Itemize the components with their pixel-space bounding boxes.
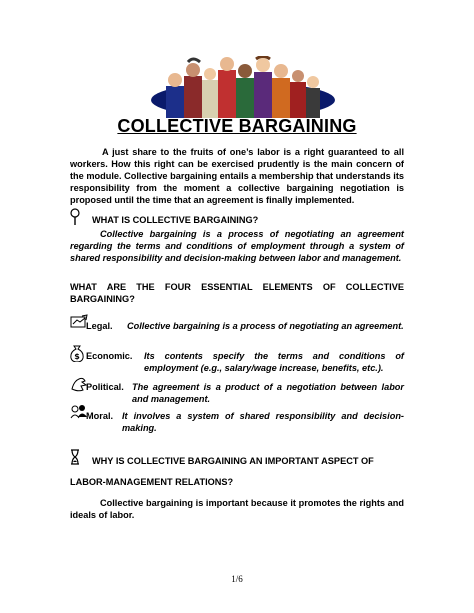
group-people-clipart xyxy=(148,56,338,120)
hourglass-icon xyxy=(70,449,80,465)
pushpin-icon xyxy=(70,208,80,226)
question-four-elements: WHAT ARE THE FOUR ESSENTIAL ELEMENTS OF COLLECTIVE BARGAINING? xyxy=(70,282,404,304)
intro-paragraph: A just share to the fruits of one’s labor is a right guaranteed to all workers. How this right can be exercised prudently is the main concern of the module. Collective bargaining entails a membership that understands its responsibility from the moment a collective bargaining negotiation is proposed until the time that an agreement is finally implemented. xyxy=(70,147,404,205)
element-moral-name: Moral. xyxy=(86,411,114,421)
element-political-desc: The agreement is a product of a negotiation between labor and management. xyxy=(132,382,404,404)
money-bag-icon xyxy=(70,344,84,362)
question-what-is: WHAT IS COLLECTIVE BARGAINING? xyxy=(92,215,259,225)
svg-text:$: $ xyxy=(74,352,80,361)
question-why-important: WHY IS COLLECTIVE BARGAINING AN IMPORTANT ASPECT OF xyxy=(92,456,374,466)
answer-why-important: Collective bargaining is important because it promotes the rights and ideals of labor. xyxy=(70,498,404,520)
page-number: 1/6 xyxy=(231,574,243,584)
question-why-important-cont: LABOR-MANAGEMENT RELATIONS? xyxy=(70,477,234,487)
element-economic-desc: Its contents specify the terms and conditions of employment (e.g., salary/wage increase, benefits, etc.). xyxy=(144,351,404,373)
element-moral-desc: It involves a system of shared responsibility and decision-making. xyxy=(122,411,404,433)
document-title: COLLECTIVE BARGAINING xyxy=(117,116,357,136)
element-legal-name: Legal. xyxy=(86,321,113,331)
element-political-name: Political. xyxy=(86,382,124,392)
answer-what-is: Collective bargaining is a process of negotiating an agreement regarding the terms and conditions of employment through a system of shared responsibility and decision-making between labor and management. xyxy=(70,229,404,263)
element-economic-name: Economic. xyxy=(86,351,133,361)
element-legal-desc: Collective bargaining is a process of negotiating an agreement. xyxy=(127,321,404,331)
